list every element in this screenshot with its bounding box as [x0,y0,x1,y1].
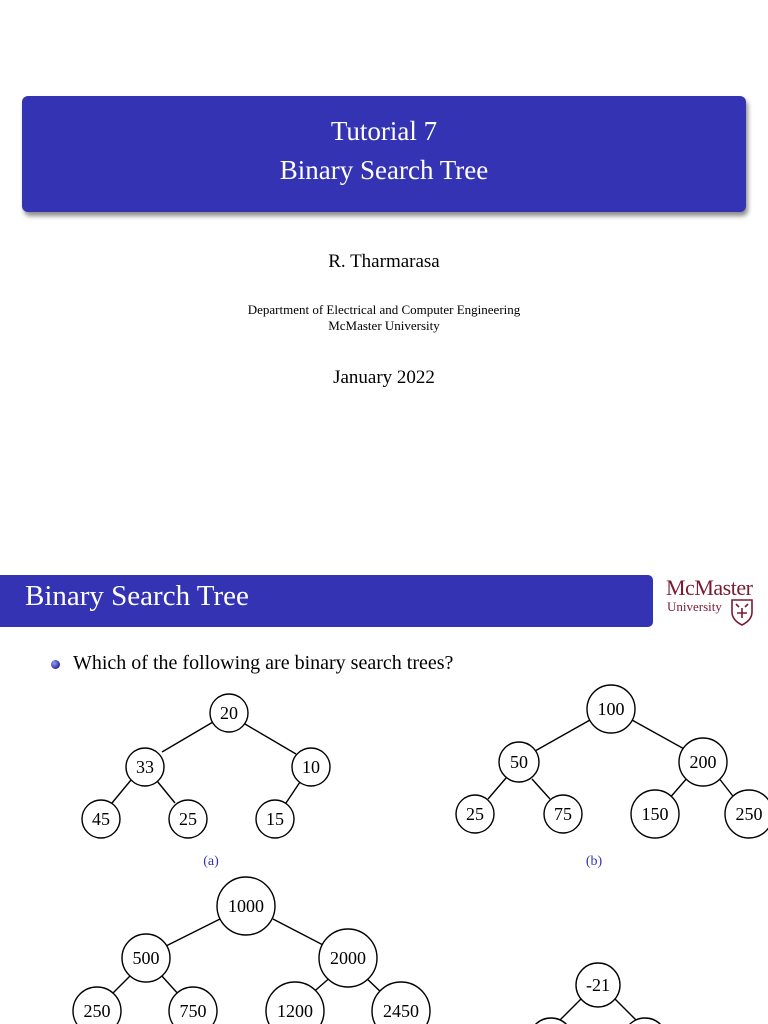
tree-node [210,694,248,732]
node-label: 1200 [277,1001,313,1021]
node-label: 15 [266,809,284,829]
tree-b [456,685,768,869]
date: January 2022 [333,367,435,388]
node-label: 75 [554,804,572,824]
caption-a: (a) [203,854,219,869]
node-label: 250 [83,1001,111,1021]
node-label: 25 [179,809,197,829]
node-label: 50 [510,752,528,772]
node-label: 2450 [383,1001,419,1021]
tree-node [126,748,164,786]
node-label: 500 [132,948,160,968]
logo-university: University [667,599,722,614]
tree-node [319,929,377,987]
tree-node [679,738,727,786]
question-text: Which of the following are binary search trees? [73,652,454,674]
node-label: 2000 [330,948,366,968]
caption-b: (b) [585,854,603,869]
node-label: 20 [220,703,238,723]
tree-node [499,742,539,782]
department: Department of Electrical and Computer Engineering [247,302,521,317]
tree-node [631,790,679,838]
tree-node [292,748,330,786]
tree-node [544,795,582,833]
tree-a [82,694,330,869]
tree-node [587,685,635,733]
tree-node [456,795,494,833]
node-label: -21 [586,975,610,995]
node-label: 10 [302,757,320,777]
tree-node [169,800,207,838]
tree-node [256,800,294,838]
slide-subtitle: Binary Search Tree [279,155,489,185]
node-label: 200 [689,752,717,772]
node-label: 100 [597,699,625,719]
tree-node-cut [623,1018,667,1024]
node-label: 25 [466,804,484,824]
tree-node-cut [529,1018,573,1024]
node-label: 1000 [228,896,264,916]
node-label: 750 [179,1001,207,1021]
tree-d [529,963,667,1024]
university: McMaster University [328,318,440,333]
tree-node [82,800,120,838]
tree-node [266,982,324,1024]
tree-node [217,877,275,935]
node-label: 45 [92,809,110,829]
slide-title: Tutorial 7 [330,116,438,146]
node-label: 250 [735,804,763,824]
node-label: 33 [136,757,154,777]
logo-name: McMaster [666,575,753,600]
node-label: 150 [641,804,669,824]
tree-node [122,934,170,982]
tree-c [73,877,430,1024]
tree-node [576,963,620,1007]
frame-title: Binary Search Tree [25,580,249,612]
tree-node [372,982,430,1024]
author: R. Tharmarasa [328,251,440,272]
tree-node [725,790,768,838]
